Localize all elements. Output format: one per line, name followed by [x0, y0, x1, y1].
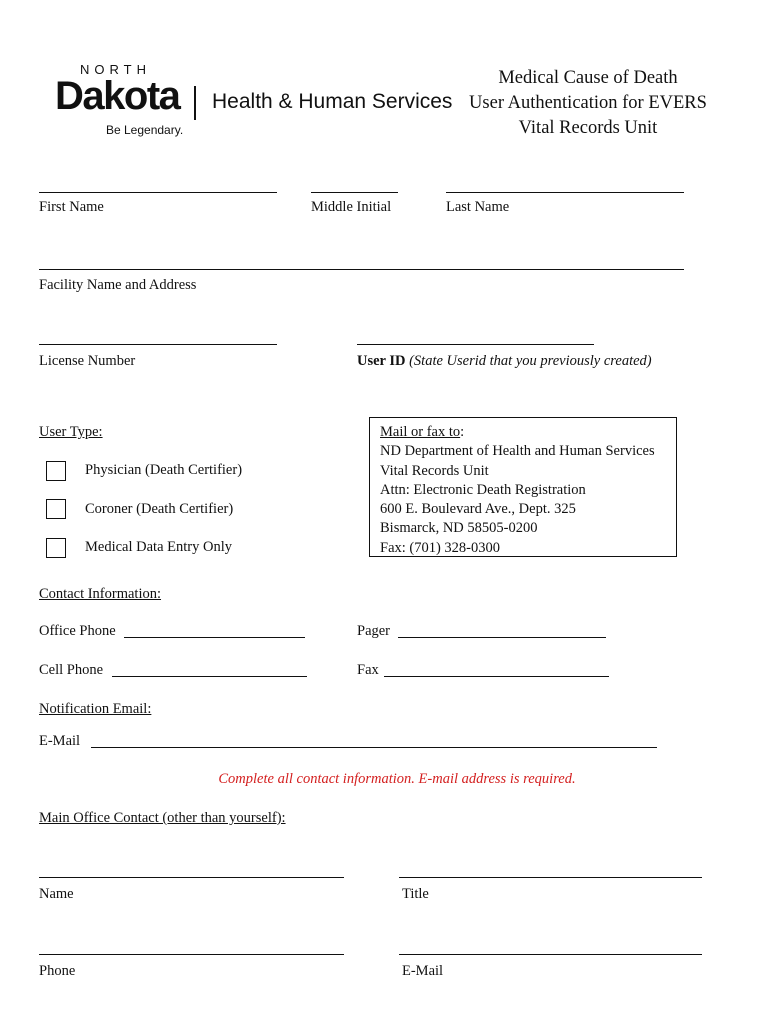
notification-email-label: E-Mail — [39, 733, 81, 749]
main-office-name-label: Name — [39, 886, 74, 902]
main-office-title-label: Title — [402, 886, 429, 902]
required-notice: Complete all contact information. E-mail address is required. — [218, 771, 576, 787]
user-id-label-bold: User ID — [357, 353, 406, 369]
title-line-2: User Authentication for EVERS — [469, 93, 707, 113]
logo-dakota-text: Dakota — [55, 74, 180, 118]
office-phone-field[interactable] — [124, 637, 305, 638]
user-id-note: (State Userid that you previously created) — [409, 353, 652, 369]
user-id-field[interactable] — [357, 344, 594, 345]
cell-phone-field[interactable] — [112, 676, 307, 677]
last-name-field[interactable] — [446, 192, 684, 193]
user-id-label — [357, 353, 652, 370]
main-office-heading: Main Office Contact (other than yourself): — [39, 810, 286, 826]
title-line-3: Vital Records Unit — [518, 118, 658, 138]
logo-north-text: NORTH — [80, 62, 151, 77]
mail-heading-colon: : — [460, 424, 465, 440]
notification-email-field[interactable] — [91, 747, 657, 748]
main-office-phone-label: Phone — [39, 963, 76, 979]
coroner-checkbox[interactable] — [46, 499, 66, 519]
logo-department-text: Health & Human Services — [212, 90, 453, 113]
first-name-field[interactable] — [39, 192, 277, 193]
notification-heading: Notification Email: — [39, 701, 152, 717]
pager-label: Pager — [357, 623, 391, 639]
fax-label: Fax — [357, 662, 379, 678]
license-number-label: License Number — [39, 353, 136, 369]
medical-data-entry-label: Medical Data Entry Only — [85, 539, 232, 555]
physician-label: Physician (Death Certifier) — [85, 462, 243, 478]
cell-phone-label: Cell Phone — [39, 662, 104, 678]
main-office-title-field[interactable] — [399, 877, 702, 878]
coroner-label: Coroner (Death Certifier) — [85, 501, 234, 517]
form-title — [440, 66, 736, 141]
main-office-phone-field[interactable] — [39, 954, 344, 955]
facility-field[interactable] — [39, 269, 684, 270]
logo-tagline: Be Legendary. — [106, 123, 184, 137]
mail-line: Attn: Electronic Death Registration — [380, 481, 586, 498]
main-office-email-field[interactable] — [399, 954, 702, 955]
mail-heading-text: Mail or fax to — [380, 424, 461, 440]
facility-label: Facility Name and Address — [39, 277, 197, 293]
logo-divider — [194, 86, 196, 120]
middle-initial-label: Middle Initial — [311, 199, 392, 215]
mail-line: Fax: (701) 328-0300 — [380, 539, 501, 556]
office-phone-label: Office Phone — [39, 623, 116, 639]
last-name-label: Last Name — [446, 199, 510, 215]
medical-data-entry-checkbox[interactable] — [46, 538, 66, 558]
mail-line: Bismarck, ND 58505-0200 — [380, 520, 538, 537]
contact-heading: Contact Information: — [39, 586, 162, 602]
license-number-field[interactable] — [39, 344, 277, 345]
mail-or-fax-box — [369, 417, 677, 557]
fax-field[interactable] — [384, 676, 609, 677]
first-name-label: First Name — [39, 199, 104, 215]
mail-line: Vital Records Unit — [380, 462, 489, 479]
mail-line: 600 E. Boulevard Ave., Dept. 325 — [380, 501, 576, 518]
main-office-email-label: E-Mail — [402, 963, 444, 979]
title-line-1: Medical Cause of Death — [498, 68, 678, 88]
middle-initial-field[interactable] — [311, 192, 398, 193]
pager-field[interactable] — [398, 637, 606, 638]
main-office-name-field[interactable] — [39, 877, 344, 878]
mail-line: ND Department of Health and Human Services — [380, 443, 655, 460]
mail-heading — [380, 423, 676, 442]
user-type-heading: User Type: — [39, 424, 103, 440]
physician-checkbox[interactable] — [46, 461, 66, 481]
